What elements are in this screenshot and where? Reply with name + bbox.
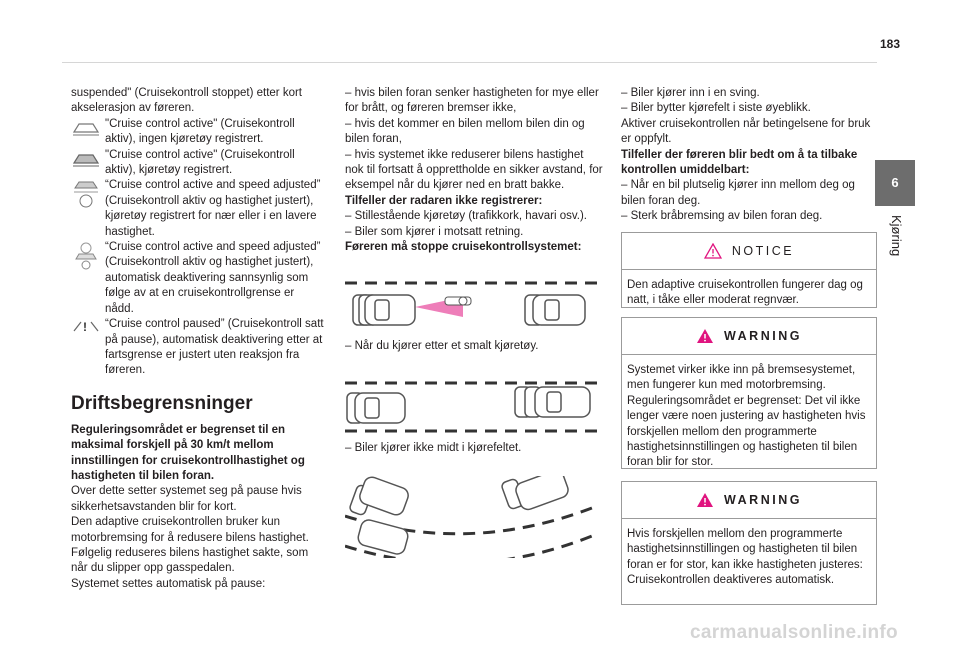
notice-text: Den adaptive cruisekontrollen fungerer dag og natt, i tåke eller moderat regnvær. (627, 279, 863, 307)
warning-title: WARNING (724, 329, 802, 343)
dash-item: – Biler bytter kjørefelt i siste øyeblikk. (621, 102, 811, 115)
body-paragraph: Følgelig reduseres bilens hastighet sakte, som når du slipper opp gasspedalen. (71, 546, 309, 575)
chapter-label: Kjøring (889, 215, 904, 257)
dash-item: – Biler som kjører i motsatt retning. (345, 225, 524, 238)
warning-box (621, 317, 877, 469)
paused-warning-icon (71, 317, 105, 347)
speed-limit-adjusted-icon (71, 240, 105, 270)
column-1 (71, 86, 324, 592)
status-item-text: "Cruise control active" (Cruisekontroll aktiv), ingen kjøretøy registrert. (105, 117, 295, 146)
notice-title: NOTICE (731, 244, 795, 258)
status-item (71, 148, 324, 179)
status-item (71, 117, 324, 148)
status-item (71, 178, 324, 240)
car-outline-icon (71, 117, 105, 147)
dash-item: – Biler kjører inn i en sving. (621, 87, 760, 99)
dash-item: – hvis bilen foran senker hastigheten for mye eller for brått, og føreren bremser ikke, (345, 87, 599, 115)
bold-heading: Føreren må stoppe cruisekontrollsystemet: (345, 241, 582, 254)
page-number: 183 (880, 37, 901, 51)
body-paragraph: Aktiver cruisekontrollen når betingelsene for bruk er oppfylt. (621, 117, 871, 146)
notice-box (621, 232, 877, 308)
curve-illustration (345, 476, 597, 558)
figure-caption: – Biler kjører ikke midt i kjørefeltet. (345, 441, 522, 454)
section-heading: Driftsbegrensninger (71, 392, 253, 414)
figure-caption: – Når du kjører etter et smalt kjøretøy. (345, 340, 539, 353)
status-item (71, 240, 324, 317)
body-paragraph: Den adaptive cruisekontrollen bruker kun motorbremsing for å redusere bilens hastighet. (71, 516, 309, 544)
warning-text: Hvis forskjellen mellom den programmerte hastighetsinnstillingen og hastigheten til bilen foran er for stor, kan ikke hastigheten justeres: Cruisekontrollen deaktiveres automatisk. (627, 528, 863, 587)
notice-header (622, 233, 876, 270)
status-item (71, 317, 324, 379)
warning-icon (696, 492, 714, 508)
notice-icon (704, 243, 722, 259)
car-detected-icon (71, 148, 105, 178)
column-2 (345, 86, 603, 566)
warning-text: Systemet virker ikke inn på bremsesystemet, men fungerer kun med motorbremsing. Reguleringsområdet er begrenset: Det vil ikke lenger være noen justering av hastigheten hvis forskjellen mellom den programmerte hastighetsinnstillingen og hastigheten til bilen foran blir for stor. (627, 364, 866, 469)
column-3 (621, 86, 877, 225)
dash-item: – Når en bil plutselig kjører inn mellom deg og bilen foran deg. (621, 179, 855, 207)
header-rule (62, 62, 877, 63)
svg-text:!: ! (83, 320, 87, 335)
warning-header (622, 318, 876, 355)
status-item-text: "Cruise control active" (Cruisekontroll aktiv), kjøretøy registrert. (105, 148, 295, 177)
warning-icon (696, 328, 714, 344)
status-item-text: “Cruise control paused” (Cruisekontroll satt på pause), automatisk deaktivering etter at fartsgrense er justert uten reaksjon fra føreren. (105, 318, 324, 377)
status-item-text: “Cruise control active and speed adjusted” (Cruisekontroll aktiv og hastighet justert), automatisk deaktivering sannsynlig som følge av at en cruisekontrollgrense er nådd. (105, 241, 321, 315)
intro-text: suspended" (Cruisekontroll stoppet) etter kort akselerasjon av føreren. (71, 87, 302, 115)
narrow-vehicle-illustration (345, 275, 597, 331)
body-paragraph: Systemet settes automatisk på pause: (71, 577, 266, 590)
warning-header (622, 482, 876, 519)
dash-item: – Stillestående kjøretøy (trafikkork, havari osv.). (345, 210, 587, 223)
speed-adjusted-icon (71, 178, 105, 208)
status-item-text: “Cruise control active and speed adjusted” (Cruisekontroll aktiv og hastighet justert), kjøretøy registrert for nær eller i en lavere hastighet. (105, 179, 321, 238)
warning-box (621, 481, 877, 605)
chapter-tab[interactable]: 6 (875, 160, 915, 206)
off-center-vehicle-illustration (345, 375, 597, 433)
bold-heading: Tilfeller der radaren ikke registrerer: (345, 194, 543, 207)
watermark: carmanualsonline.info (690, 622, 898, 643)
bold-paragraph: Reguleringsområdet er begrenset til en maksimal forskjell på 30 km/t mellom innstillingen for cruisekontrollhastighet og hastigheten til bilen foran. (71, 423, 305, 482)
dash-item: – hvis det kommer en bilen mellom bilen din og bilen foran, (345, 117, 585, 146)
dash-item: – hvis systemet ikke reduserer bilens hastighet nok til fortsatt å opprettholde en sikker avstand, for eksempel når du kjører ned en bratt bakke. (345, 148, 603, 192)
warning-title: WARNING (724, 493, 802, 507)
bold-heading: Tilfeller der føreren blir bedt om å ta tilbake kontrollen umiddelbart: (621, 148, 858, 177)
dash-item: – Sterk bråbremsing av bilen foran deg. (621, 210, 823, 223)
body-paragraph: Over dette setter systemet seg på pause hvis sikkerhetsavstanden blir for kort. (71, 485, 302, 513)
